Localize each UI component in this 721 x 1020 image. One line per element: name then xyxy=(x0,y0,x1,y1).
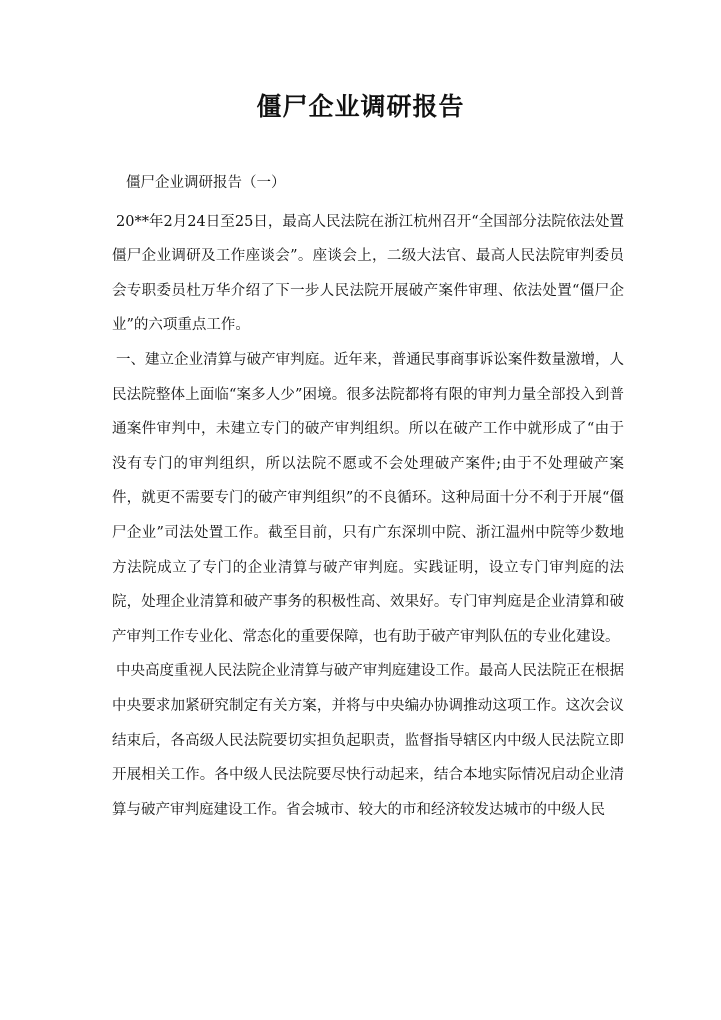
document-title: 僵尸企业调研报告 xyxy=(256,92,465,121)
document-body xyxy=(112,166,624,827)
document-subtitle: 僵尸企业调研报告（一） xyxy=(126,175,286,191)
paragraph-1: 20**年2月24日至25日，最高人民法院在浙江杭州召开“全国部分法院依法处置僵尸企业调研及工作座谈会”。座谈会上，二级大法官、最高人民法院审判委员会专职委员杜万华介绍了下一步人民法院开展破产案件审理、依法处置“僵尸企业”的六项重点工作。 xyxy=(112,213,624,334)
paragraph-2: 一、建立企业清算与破产审判庭。近年来，普通民事商事诉讼案件数量激增，人民法院整体上面临“案多人少”困境。很多法院都将有限的审判力量全部投入到普通案件审判中，未建立专门的破产审判组织。所以在破产工作中就形成了“由于没有专门的审判组织，所以法院不愿或不会处理破产案件;由于不处理破产案件，就更不需要专门的破产审判组织”的不良循环。这种局面十分不利于开展“僵尸企业”司法处置工作。截至目前，只有广东深圳中院、浙江温州中院等少数地方法院成立了专门的企业清算与破产审判庭。实践证明，设立专门审判庭的法院，处理企业清算和破产事务的积极性高、效果好。专门审判庭是企业清算和破产审判工作专业化、常态化的重要保障，也有助于破产审判队伍的专业化建设。 xyxy=(112,351,624,645)
paragraph-3: 中央高度重视人民法院企业清算与破产审判庭建设工作。最高人民法院正在根据中央要求加紧研究制定有关方案，并将与中央编办协调推动这项工作。这次会议结束后，各高级人民法院要切实担负起职责，监督指导辖区内中级人民法院立即开展相关工作。各中级人民法院要尽快行动起来，结合本地实际情况启动企业清算与破产审判庭建设工作。省会城市、较大的市和经济较发达城市的中级人民 xyxy=(112,663,624,818)
